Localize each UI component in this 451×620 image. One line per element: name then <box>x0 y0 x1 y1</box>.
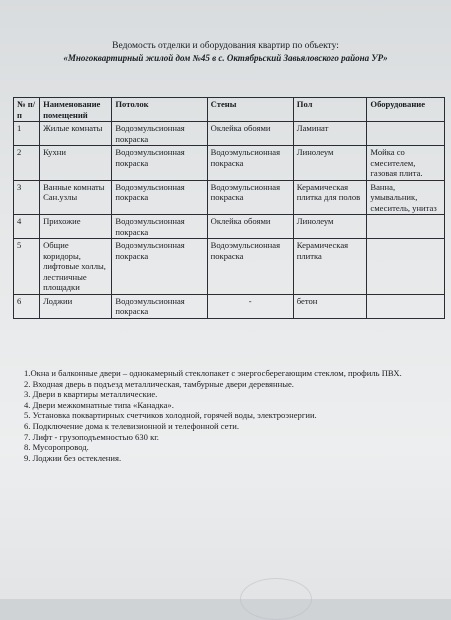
stamp-mark <box>240 578 312 620</box>
col-header-equipment: Оборудование <box>367 98 445 122</box>
cell-walls: Водоэмульсионная покраска <box>207 239 293 295</box>
table-header-row <box>14 98 445 122</box>
cell-ceiling: Водоэмульсионная покраска <box>112 180 207 215</box>
note-item: 9. Лоджии без остекления. <box>24 452 122 463</box>
note-item: 2. Входная дверь в подъезд металлическая, тамбурные двери деревянные. <box>24 378 294 389</box>
cell-equipment <box>367 239 445 295</box>
notes-list <box>24 368 436 463</box>
cell-floor: Керамическая плитка для полов <box>293 180 367 215</box>
doc-title: Ведомость отделки и оборудования квартир по объекту: <box>112 41 339 51</box>
col-header-room: Наименование помещений <box>40 98 112 122</box>
cell-floor: бетон <box>293 294 367 318</box>
cell-ceiling: Водоэмульсионная покраска <box>112 215 207 239</box>
cell-walls: Водоэмульсионная покраска <box>207 146 293 181</box>
table-row <box>14 180 445 215</box>
table-row <box>14 146 445 181</box>
cell-equipment <box>367 215 445 239</box>
cell-walls: Оклейка обоями <box>207 215 293 239</box>
note-item: 1.Окна и балконные двери – однокамерный стеклопакет с энергосберегающим стеклом, профиль ПВХ. <box>24 368 402 378</box>
cell-ceiling: Водоэмульсионная покраска <box>112 146 207 181</box>
table-row <box>14 239 445 295</box>
cell-number: 5 <box>14 239 40 295</box>
note-item: 7. Лифт - грузоподъемностью 630 кг. <box>24 431 159 442</box>
cell-room: Лоджии <box>40 294 112 318</box>
doc-subtitle: «Многоквартирный жилой дом №45 в с. Октябрьский Завьяловского района УР» <box>63 53 388 63</box>
col-header-walls: Стены <box>207 98 293 122</box>
cell-equipment: Ванна, умывальник, смеситель, унитаз <box>367 180 445 215</box>
cell-walls: - <box>207 294 293 318</box>
note-item: 4. Двери межкомнатные типа «Канадка». <box>24 399 174 410</box>
cell-ceiling: Водоэмульсионная покраска <box>112 122 207 146</box>
cell-ceiling: Водоэмульсионная покраска <box>112 239 207 295</box>
cell-room: Жилые комнаты <box>40 122 112 146</box>
table-row <box>14 294 445 318</box>
col-header-number: № п/п <box>14 98 40 122</box>
cell-number: 2 <box>14 146 40 181</box>
cell-number: 1 <box>14 122 40 146</box>
note-item: 5. Установка поквартирных счетчиков холодной, горячей воды, электроэнергии. <box>24 410 317 421</box>
cell-floor: Линолеум <box>293 215 367 239</box>
cell-number: 4 <box>14 215 40 239</box>
note-item: 8. Мусоропровод. <box>24 442 89 453</box>
cell-walls: Водоэмульсионная покраска <box>207 180 293 215</box>
cell-number: 3 <box>14 180 40 215</box>
cell-number: 6 <box>14 294 40 318</box>
table-row <box>14 122 445 146</box>
cell-room: Общие коридоры, лифтовые холлы, лестничные площадки <box>40 239 112 295</box>
table-row <box>14 215 445 239</box>
cell-floor: Керамическая плитка <box>293 239 367 295</box>
cell-room: Прихожие <box>40 215 112 239</box>
cell-room: Кухни <box>40 146 112 181</box>
cell-equipment: Мойка со смесителем, газовая плита. <box>367 146 445 181</box>
cell-room: Ванные комнаты Сан.узлы <box>40 180 112 215</box>
cell-walls: Оклейка обоями <box>207 122 293 146</box>
cell-floor: Линолеум <box>293 146 367 181</box>
note-item: 6. Подключение дома к телевизионной и телефонной сети. <box>24 420 239 431</box>
note-item: 3. Двери в квартиры металлические. <box>24 389 158 400</box>
col-header-ceiling: Потолок <box>112 98 207 122</box>
cell-ceiling: Водоэмульсионная покраска <box>112 294 207 318</box>
col-header-floor: Пол <box>293 98 367 122</box>
finish-table <box>13 97 445 319</box>
cell-equipment <box>367 122 445 146</box>
cell-equipment <box>367 294 445 318</box>
cell-floor: Ламинат <box>293 122 367 146</box>
